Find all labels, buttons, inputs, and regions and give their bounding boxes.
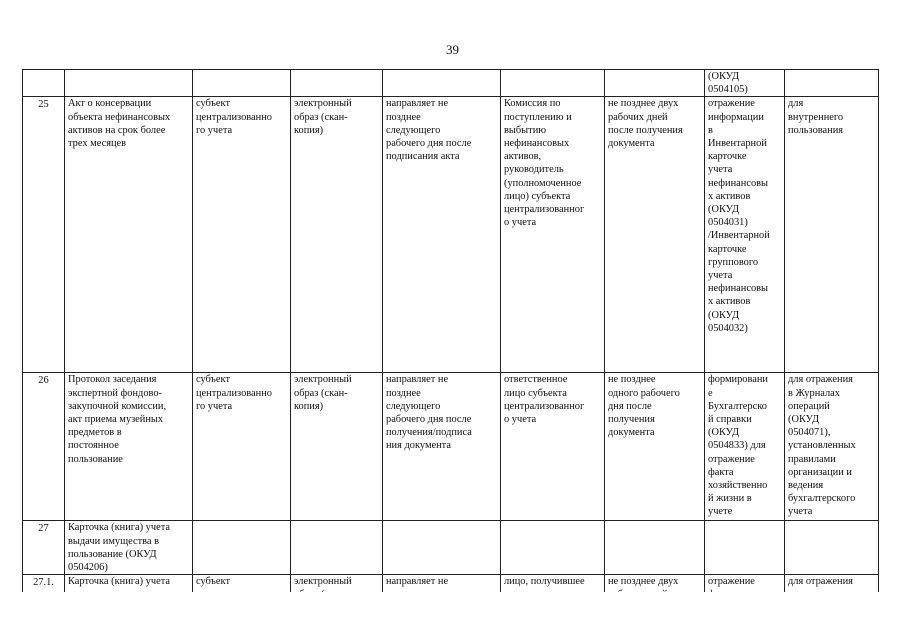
row-number-text: 27.1.: [33, 577, 54, 589]
action-cell-text: направляет не: [386, 576, 449, 588]
document-name: [65, 373, 193, 521]
page-number: 39: [446, 42, 459, 57]
responsible-cell: [501, 70, 605, 97]
action-cell-text: направляет не позднее следующего рабочего дня после получения/подписа ния документа: [386, 374, 472, 452]
form-cell: [291, 97, 383, 373]
row-number-text: 25: [38, 99, 49, 111]
action-cell: [383, 373, 501, 521]
row-number: [23, 373, 65, 521]
row-number: [23, 97, 65, 373]
form-cell-text: электронный образ (скан- копия): [294, 98, 352, 136]
note-cell: [785, 521, 879, 575]
responsible-cell: [501, 521, 605, 575]
deadline-cell: [605, 373, 705, 521]
reflection-cell-text: (ОКУД 0504105): [708, 71, 748, 96]
sender-cell: [193, 521, 291, 575]
note-cell: [785, 373, 879, 521]
table-row: [23, 373, 879, 521]
responsible-cell: [501, 97, 605, 373]
deadline-cell: [605, 97, 705, 373]
note-cell-text: для отражения: [788, 576, 853, 588]
document-table: [22, 69, 879, 616]
form-cell-text: электронный: [294, 576, 352, 588]
document-name: [65, 97, 193, 373]
sender-cell-text: субъект централизованно го учета: [196, 98, 272, 136]
row-number-text: 26: [38, 375, 49, 387]
table-row: [23, 70, 879, 97]
responsible-cell-text: лицо, получившее: [504, 576, 585, 588]
row-number-text: 27: [38, 523, 49, 535]
form-cell: [291, 70, 383, 97]
form-cell: [291, 373, 383, 521]
reflection-cell: [705, 97, 785, 373]
sender-cell: [193, 70, 291, 97]
sender-cell-text: субъект централизованно го учета: [196, 374, 272, 412]
table-row: [23, 97, 879, 373]
page-bottom-margin: [0, 592, 905, 640]
reflection-cell: [705, 373, 785, 521]
deadline-cell-text: не позднее двух: [608, 576, 679, 588]
deadline-cell: [605, 521, 705, 575]
responsible-cell-text: ответственное лицо субъекта централизованног о учета: [504, 374, 585, 426]
document-name-text: Протокол заседания экспертной фондово- закупочной комиссии, акт приема музейных предметов в постоянное пользование: [68, 374, 167, 465]
document-name-text: Акт о консервации объекта нефинансовых активов на срок более трех месяцев: [68, 98, 171, 150]
deadline-cell: [605, 70, 705, 97]
document-name: [65, 70, 193, 97]
table-row: [23, 521, 879, 575]
sender-cell-text: субъект: [196, 576, 230, 588]
note-cell: [785, 97, 879, 373]
reflection-cell-text: формировани е Бухгалтерско й справки (ОКУД 0504833) для отражение факта хозяйственно й жизни в учете: [708, 374, 768, 518]
form-cell-text: электронный образ (скан- копия): [294, 374, 352, 412]
row-number: [23, 70, 65, 97]
action-cell: [383, 521, 501, 575]
sender-cell: [193, 373, 291, 521]
note-cell-text: для отражения в Журналах операций (ОКУД 0504071), установленных правилами организации и ведения бухгалтерского учета: [788, 374, 856, 518]
deadline-cell-text: не позднее одного рабочего дня после получения документа: [608, 374, 680, 439]
document-name: [65, 521, 193, 575]
form-cell: [291, 521, 383, 575]
document-name-text: Карточка (книга) учета выдачи имущества в пользование (ОКУД 0504206): [68, 522, 170, 574]
responsible-cell-text: Комиссия по поступлению и выбытию нефинансовых активов, руководитель (уполномоченное лицо) субъекта централизованног о учета: [504, 98, 585, 229]
action-cell: [383, 97, 501, 373]
reflection-cell-text: отражение информации в Инвентарной карточке учета нефинансовы х активов (ОКУД 0504031) /Инвентарной карточке группового учета нефинансовы х активов (ОКУД 0504032): [708, 98, 770, 334]
deadline-cell-text: не позднее двух рабочих дней после получения документа: [608, 98, 683, 150]
reflection-cell: [705, 521, 785, 575]
action-cell-text: направляет не позднее следующего рабочего дня после подписания акта: [386, 98, 472, 163]
reflection-cell-text: отражение: [708, 576, 755, 588]
reflection-cell: [705, 70, 785, 97]
note-cell: [785, 70, 879, 97]
sender-cell: [193, 97, 291, 373]
action-cell: [383, 70, 501, 97]
responsible-cell: [501, 373, 605, 521]
document-name-text: Карточка (книга) учета: [68, 576, 170, 588]
row-number: [23, 521, 65, 575]
note-cell-text: для внутреннего пользования: [788, 98, 844, 136]
